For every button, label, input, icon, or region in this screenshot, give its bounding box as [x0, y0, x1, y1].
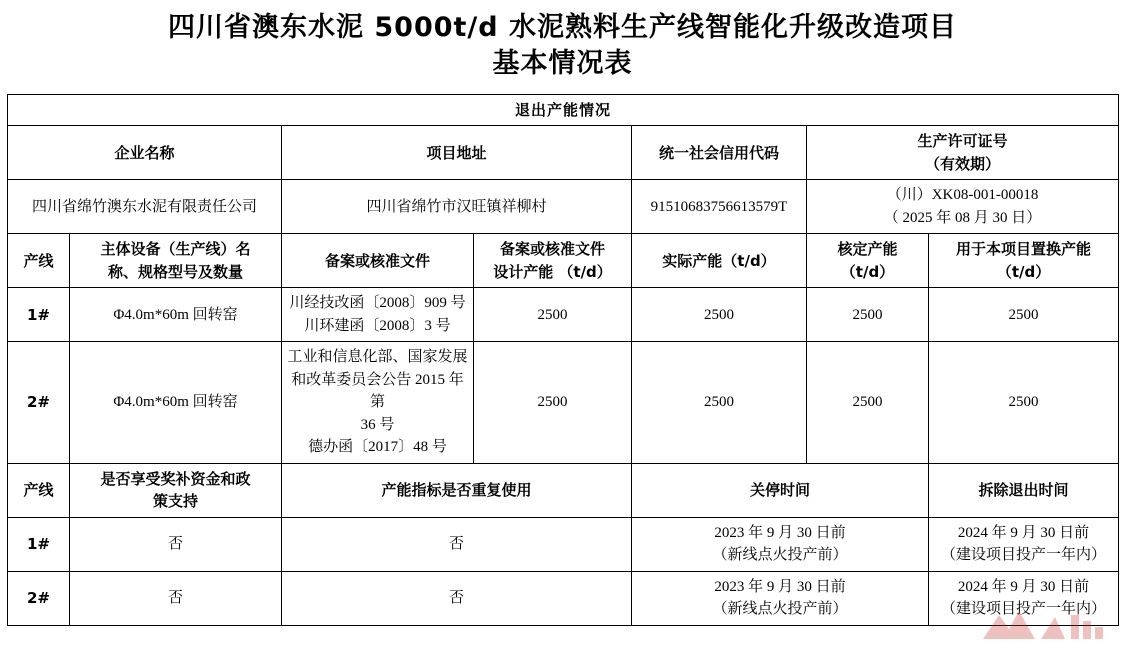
cell-design-capacity: 2500: [474, 288, 632, 342]
table-row: [8, 571, 1119, 625]
cell-replacement-capacity: 2500: [929, 342, 1119, 464]
header-production-line-2: 产线: [8, 463, 70, 517]
cell-shutdown-time: 2023 年 9 月 30 日前 （新线点火投产前）: [632, 517, 929, 571]
cell-subsidy: 否: [70, 571, 282, 625]
value-project-address: 四川省绵竹市汉旺镇祥柳村: [282, 180, 632, 234]
page-title-line-1: 四川省澳东水泥 5000t/d 水泥熟料生产线智能化升级改造项目: [167, 12, 958, 43]
header-production-line: 产线: [8, 234, 70, 288]
table-row: [8, 342, 1119, 464]
cell-line: 1#: [8, 517, 70, 571]
header-actual-capacity: 实际产能（t/d）: [632, 234, 807, 288]
cell-line: 2#: [8, 571, 70, 625]
header-filing-document: 备案或核准文件: [282, 234, 474, 288]
cell-line: 1#: [8, 288, 70, 342]
cell-reuse: 否: [282, 517, 632, 571]
cell-filing-document: 工业和信息化部、国家发展 和改革委员会公告 2015 年第 36 号 德办函〔2017〕48 号: [282, 342, 474, 464]
header-equipment: 主体设备（生产线）名 称、规格型号及数量: [70, 234, 282, 288]
cell-reuse: 否: [282, 571, 632, 625]
value-enterprise-name: 四川省绵竹澳东水泥有限责任公司: [8, 180, 282, 234]
header-project-address: 项目地址: [282, 126, 632, 180]
cell-approved-capacity: 2500: [807, 288, 929, 342]
header-enterprise-name: 企业名称: [8, 126, 282, 180]
header-shutdown-time: 关停时间: [632, 463, 929, 517]
cell-shutdown-time: 2023 年 9 月 30 日前 （新线点火投产前）: [632, 571, 929, 625]
cell-design-capacity: 2500: [474, 342, 632, 464]
cell-replacement-capacity: 2500: [929, 288, 1119, 342]
cell-filing-document: 川经技改函〔2008〕909 号 川环建函〔2008〕3 号: [282, 288, 474, 342]
page-title: [0, 0, 1125, 83]
table-row: [8, 517, 1119, 571]
header-replacement-capacity: 用于本项目置换产能 （t/d）: [929, 234, 1119, 288]
basic-information-table: [7, 94, 1119, 626]
cell-subsidy: 否: [70, 517, 282, 571]
header-approved-capacity: 核定产能 （t/d）: [807, 234, 929, 288]
header-credit-code: 统一社会信用代码: [632, 126, 807, 180]
table-row-company-header: [8, 126, 1119, 180]
header-design-capacity: 备案或核准文件 设计产能 （t/d）: [474, 234, 632, 288]
header-capacity-reuse: 产能指标是否重复使用: [282, 463, 632, 517]
value-credit-code: 91510683756613579T: [632, 180, 807, 234]
table-row-capacity-header: [8, 234, 1119, 288]
header-demolition-time: 拆除退出时间: [929, 463, 1119, 517]
header-license-no: 生产许可证号 （有效期）: [807, 126, 1119, 180]
header-subsidy-support: 是否享受奖补资金和政 策支持: [70, 463, 282, 517]
table-row-banner: [8, 94, 1119, 126]
cell-actual-capacity: 2500: [632, 288, 807, 342]
cell-demolition-time: 2024 年 9 月 30 日前 （建设项目投产一年内）: [929, 517, 1119, 571]
cell-demolition-time: 2024 年 9 月 30 日前 （建设项目投产一年内）: [929, 571, 1119, 625]
cell-line: 2#: [8, 342, 70, 464]
cell-equipment: Φ4.0m*60m 回转窑: [70, 342, 282, 464]
value-license-no: （川）XK08-001-00018 （ 2025 年 08 月 30 日）: [807, 180, 1119, 234]
table-row: [8, 288, 1119, 342]
section-banner: 退出产能情况: [8, 94, 1119, 126]
table-row-company-values: [8, 180, 1119, 234]
page-title-line-2: 基本情况表: [492, 48, 633, 80]
cell-approved-capacity: 2500: [807, 342, 929, 464]
table-row-exit-header: [8, 463, 1119, 517]
cell-equipment: Φ4.0m*60m 回转窑: [70, 288, 282, 342]
cell-actual-capacity: 2500: [632, 342, 807, 464]
